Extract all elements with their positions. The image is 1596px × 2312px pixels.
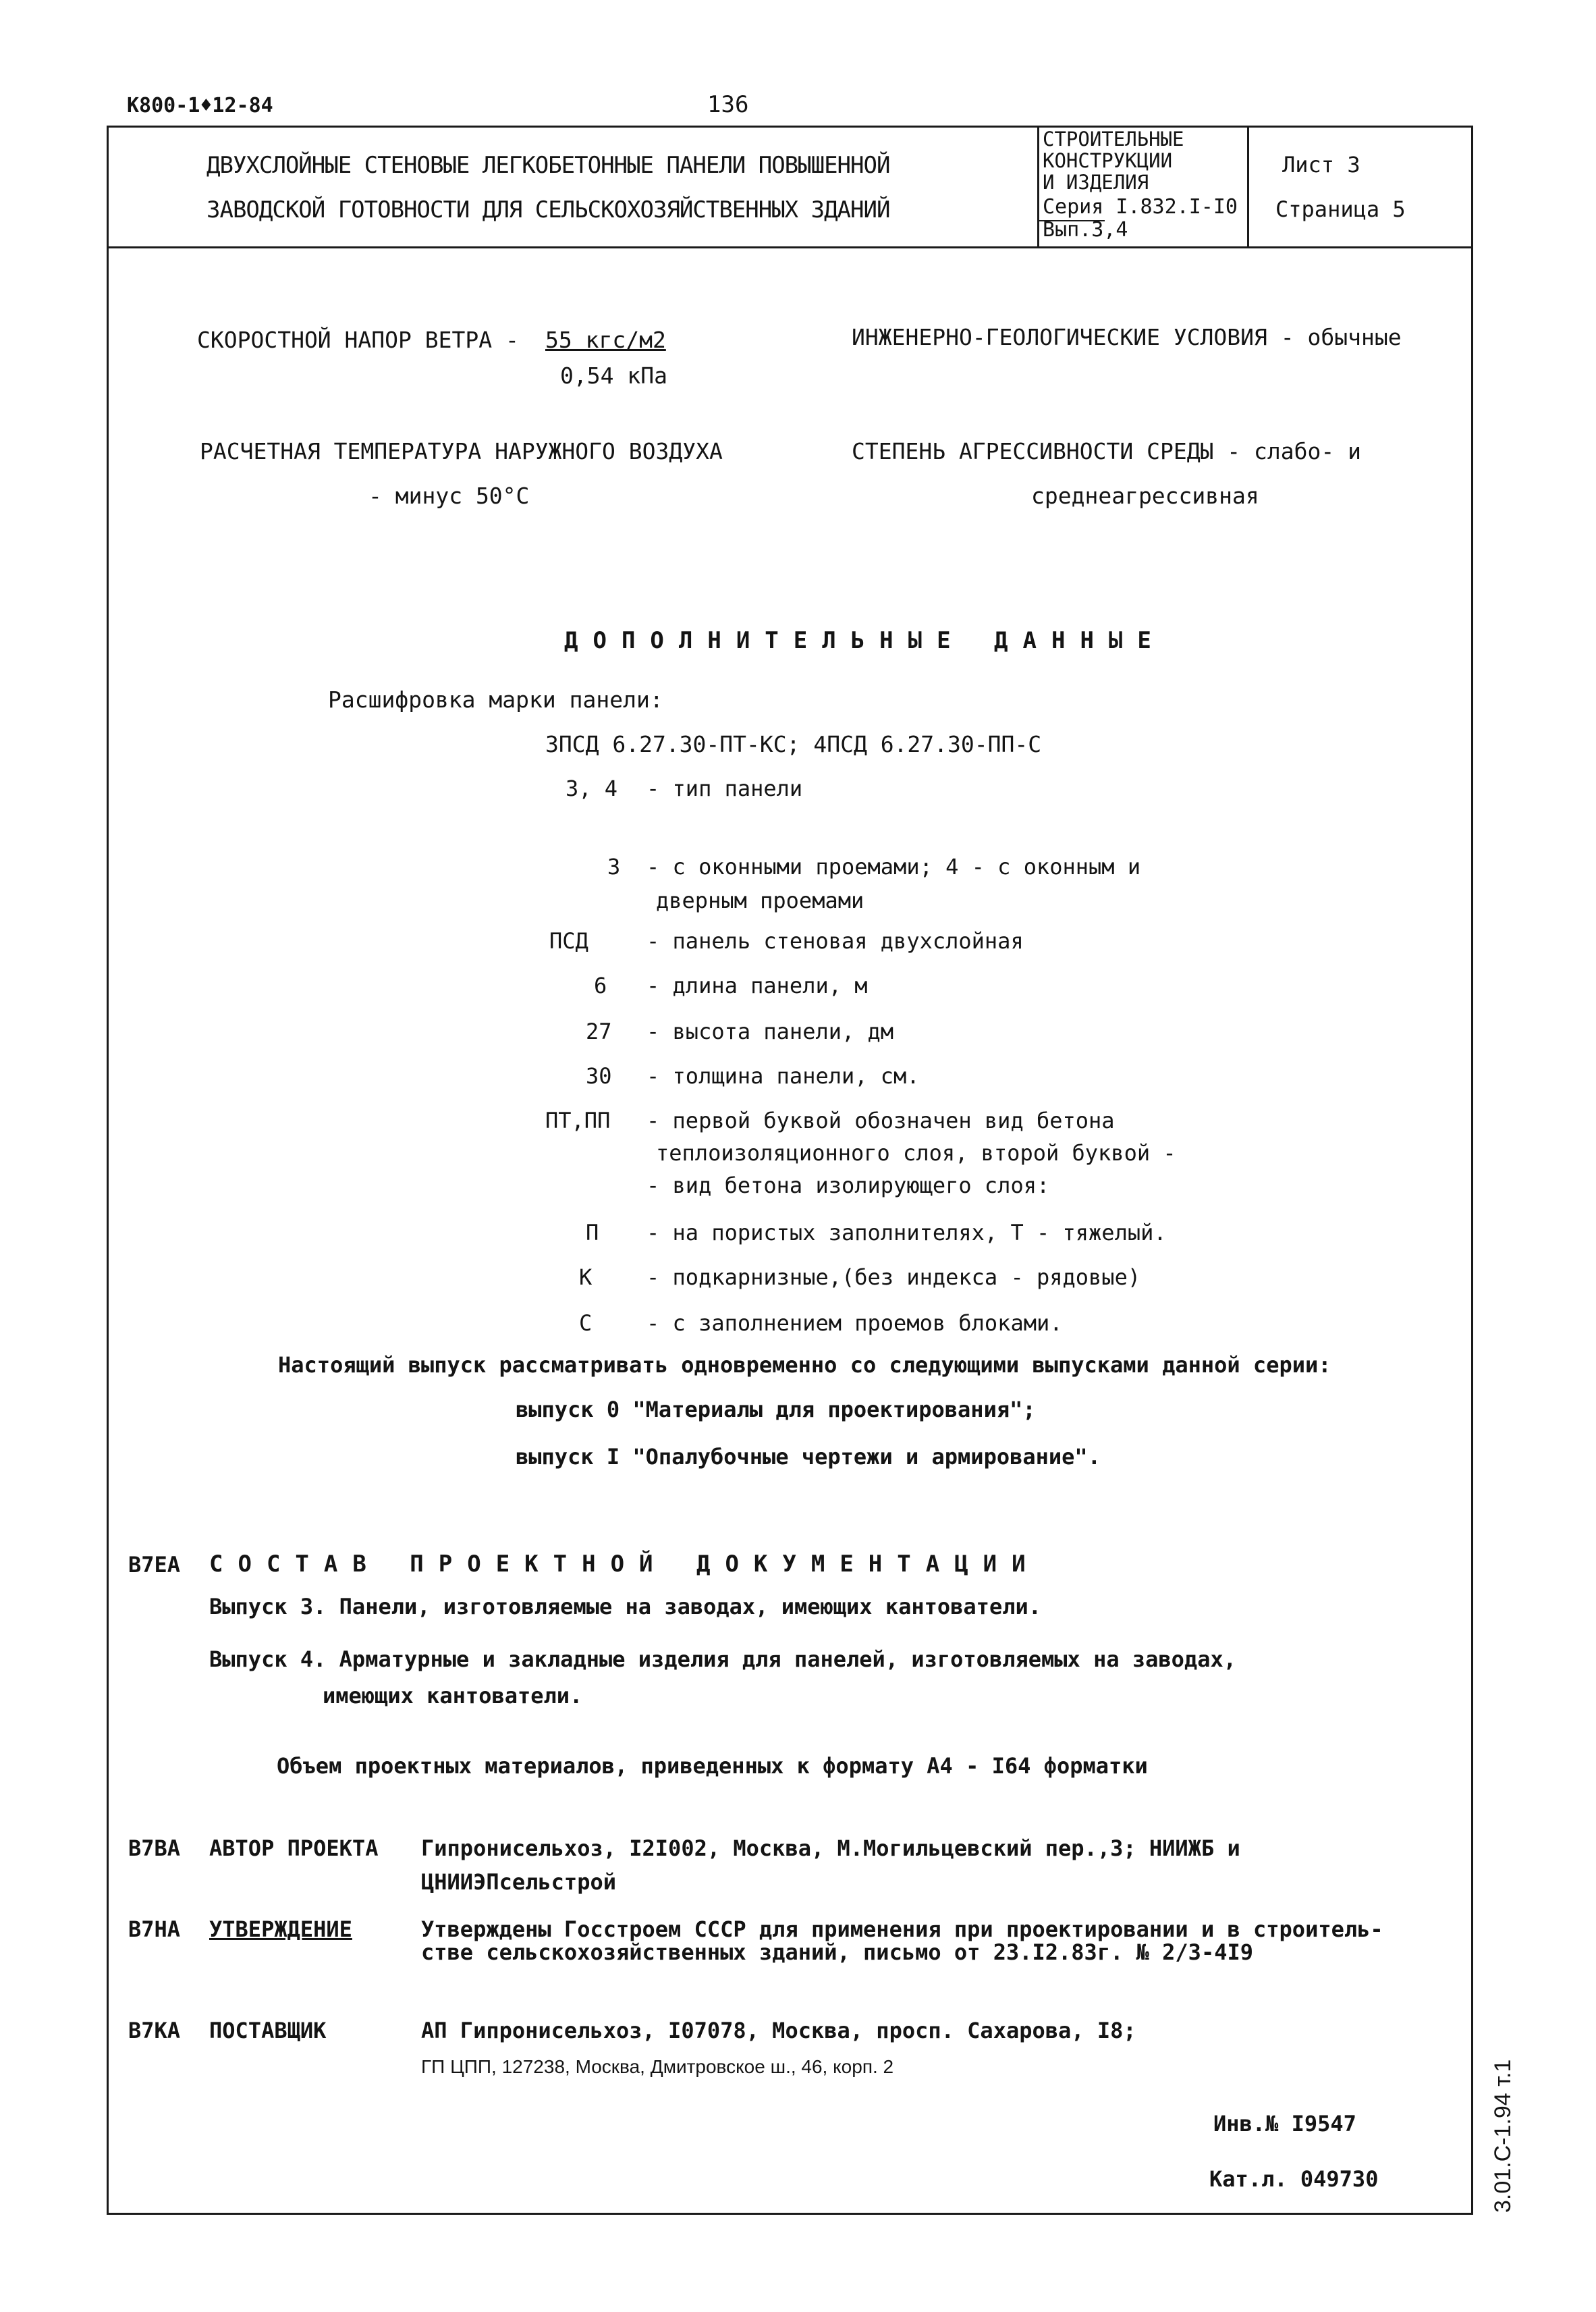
header-sheet: Лист 3 bbox=[1282, 152, 1360, 178]
author-line2: ЦНИИЭПсельстрой bbox=[421, 1869, 616, 1895]
item-text: - длина панели, м bbox=[646, 973, 868, 998]
header-category-line2: КОНСТРУКЦИИ bbox=[1043, 149, 1173, 172]
composition-volume: Объем проектных материалов, приведенных к формату А4 - I64 форматки bbox=[277, 1753, 1148, 1779]
item-text: дверным проемами bbox=[656, 888, 864, 913]
wind-value: 55 кгс/м2 bbox=[545, 327, 666, 353]
approval-code: В7НА bbox=[128, 1916, 181, 1942]
item-text: теплоизоляционного слоя, второй буквой - bbox=[656, 1140, 1176, 1166]
item-text: - вид бетона изолирующего слоя: bbox=[646, 1173, 1050, 1198]
page-number: 136 bbox=[707, 91, 749, 118]
supplier-code: В7КА bbox=[128, 2018, 181, 2043]
temp-label: РАСЧЕТНАЯ ТЕМПЕРАТУРА НАРУЖНОГО ВОЗДУХА bbox=[200, 438, 723, 464]
header-series: Серия I.832.I-I0 bbox=[1043, 195, 1238, 219]
additional-heading: ДОПОЛНИТЕЛЬНЫЕ ДАННЫЕ bbox=[564, 627, 1166, 654]
composition-issue-4-line2: имеющих кантователи. bbox=[323, 1683, 583, 1709]
item-key: П bbox=[586, 1220, 599, 1245]
supplier-line1: АП Гипронисельхоз, I07078, Москва, просп. Сахарова, I8; bbox=[421, 2018, 1136, 2043]
item-key: С bbox=[579, 1310, 593, 1336]
temp-value: - минус 50°С bbox=[368, 483, 530, 509]
panel-marks: 3ПСД 6.27.30-ПТ-КС; 4ПСД 6.27.30-ПП-С bbox=[545, 731, 1042, 757]
header-issue: Вып.3,4 bbox=[1043, 218, 1128, 242]
decode-label: Расшифровка марки панели: bbox=[328, 687, 663, 713]
item-text: - с оконными проемами; 4 - с оконным и bbox=[646, 854, 1141, 880]
item-key: К bbox=[579, 1264, 593, 1290]
supplier-label: ПОСТАВЩИК bbox=[209, 2018, 327, 2043]
item-text: - с заполнением проемов блоками. bbox=[646, 1310, 1063, 1336]
approval-label: УТВЕРЖДЕНИЕ bbox=[209, 1916, 352, 1942]
header-page: Страница 5 bbox=[1275, 196, 1406, 222]
approval-line1: Утверждены Госстроем СССР для применения при проектировании и в строитель- bbox=[421, 1916, 1383, 1942]
side-stamp-code: 3.01.С-1.94 т.1 bbox=[1490, 2059, 1516, 2213]
composition-code: В7ЕА bbox=[128, 1552, 181, 1578]
author-label: АВТОР ПРОЕКТА bbox=[209, 1835, 379, 1861]
header-category-line3: И ИЗДЕЛИЯ bbox=[1043, 171, 1149, 194]
issue-1-ref: выпуск I "Опалубочные чертежи и армирование". bbox=[516, 1444, 1101, 1470]
item-key: ПТ,ПП bbox=[545, 1108, 611, 1133]
author-line1: Гипронисельхоз, I2I002, Москва, М.Могильцевский пер.,3; НИИЖБ и bbox=[421, 1835, 1240, 1861]
item-key: ПСД bbox=[549, 928, 588, 954]
item-text: - толщина панели, см. bbox=[646, 1063, 920, 1089]
item-text: - тип панели bbox=[646, 776, 803, 801]
header-category-line1: СТРОИТЕЛЬНЫЕ bbox=[1043, 128, 1184, 151]
item-key: 3, 4 bbox=[566, 776, 618, 801]
inventory-number: Инв.№ I9547 bbox=[1213, 2111, 1356, 2136]
composition-heading: СОСТАВ ПРОЕКТНОЙ ДОКУМЕНТАЦИИ bbox=[209, 1551, 1041, 1578]
item-key: 27 bbox=[586, 1019, 612, 1044]
header-title-line2: ЗАВОДСКОЙ ГОТОВНОСТИ ДЛЯ СЕЛЬСКОХОЗЯЙСТВЕННЫХ ЗДАНИЙ bbox=[207, 196, 890, 223]
header-divider-2 bbox=[1247, 126, 1249, 248]
catalog-sheet: Кат.л. 049730 bbox=[1209, 2166, 1379, 2192]
issue-0-ref: выпуск 0 "Материалы для проектирования"; bbox=[516, 1397, 1036, 1422]
item-text: - на пористых заполнителях, Т - тяжелый. bbox=[646, 1220, 1167, 1245]
aggr-value: среднеагрессивная bbox=[1031, 483, 1259, 509]
item-text: - подкарнизные,(без индекса - рядовые) bbox=[646, 1264, 1141, 1290]
series-note: Настоящий выпуск рассматривать одновременно со следующими выпусками данной серии: bbox=[278, 1352, 1331, 1378]
item-key: 3 bbox=[607, 854, 621, 880]
wind-label: СКОРОСТНОЙ НАПОР ВЕТРА - bbox=[197, 327, 519, 353]
header-title-line1: ДВУХСЛОЙНЫЕ СТЕНОВЫЕ ЛЕГКОБЕТОННЫЕ ПАНЕЛИ ПОВЫШЕННОЙ bbox=[207, 152, 890, 179]
composition-issue-4-line1: Выпуск 4. Арматурные и закладные изделия для панелей, изготовляемых на заводах, bbox=[209, 1646, 1236, 1672]
aggr-label: СТЕПЕНЬ АГРЕССИВНОСТИ СРЕДЫ - слабо- и bbox=[852, 438, 1361, 464]
wind-value-kpa: 0,54 кПа bbox=[560, 362, 667, 389]
approval-line2: стве сельскохозяйственных зданий, письмо от 23.I2.83г. № 2/3-4I9 bbox=[421, 1939, 1253, 1965]
supplier-line2: ГП ЦПП, 127238, Москва, Дмитровское ш., 46, корп. 2 bbox=[421, 2056, 894, 2077]
header-bottom-rule bbox=[107, 246, 1473, 248]
geo-conditions: ИНЖЕНЕРНО-ГЕОЛОГИЧЕСКИЕ УСЛОВИЯ - обычные bbox=[852, 324, 1402, 350]
author-code: В7ВА bbox=[128, 1835, 181, 1861]
doc-code: К800-1♦12-84 bbox=[127, 94, 273, 117]
composition-issue-3: Выпуск 3. Панели, изготовляемые на заводах, имеющих кантователи. bbox=[209, 1594, 1041, 1619]
item-text: - первой буквой обозначен вид бетона bbox=[646, 1108, 1115, 1133]
item-text: - панель стеновая двухслойная bbox=[646, 928, 1024, 954]
header-divider-1 bbox=[1037, 126, 1039, 248]
item-key: 6 bbox=[594, 973, 607, 998]
item-key: 30 bbox=[586, 1063, 612, 1089]
item-text: - высота панели, дм bbox=[646, 1019, 894, 1044]
